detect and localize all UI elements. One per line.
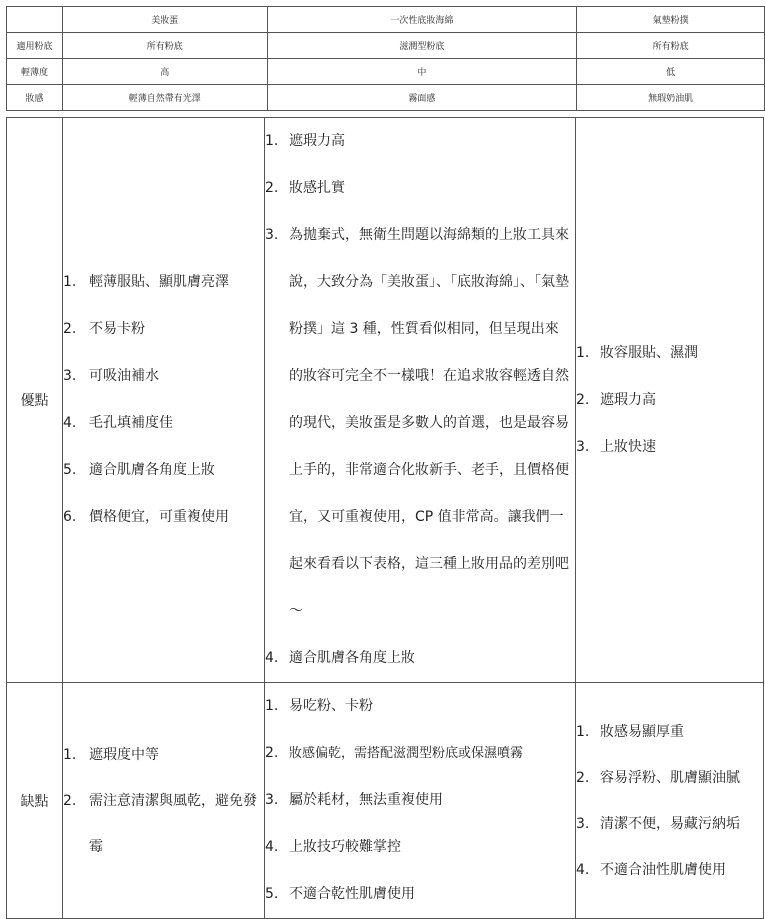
table-cell: 滋潤型粉底 [267, 33, 577, 59]
list-item: 2. 遮瑕力高 [576, 391, 656, 408]
list-item: 1. 易吃粉、卡粉 [265, 698, 373, 714]
list-item: 1. 妝容服貼、濕潤 [576, 344, 698, 361]
list-item: 3. 為拋棄式，無衛生問題以海綿類的上妝工具來說，大致分為「美妝蛋」、「底妝海綿」、「氣墊粉撲」這 3 種，性質看似相同，但呈現出來的妝容可完全不一樣哦！在追求妝容輕透自然的現代，美妝蛋是多數人的首選，也是最容易上手的，非常適合化妝新手、老手，且價格便宜，又可重複使用，CP 值非常高。讓我們一起來看看以下表格，這三種上妝用品的差別吧～ [265, 227, 569, 619]
pros-cons-table [6, 117, 764, 919]
table-row [7, 85, 765, 111]
table-row [7, 33, 765, 59]
list-item: 1. 輕薄服貼、顯肌膚亮澤 [63, 274, 229, 290]
cons-cushion-list [576, 709, 763, 893]
list-item: 4. 適合肌膚各角度上妝 [265, 650, 415, 666]
list-item: 2. 不易卡粉 [63, 321, 145, 337]
list-item: 1. 遮瑕力高 [265, 133, 345, 149]
cons-beauty-egg-list [63, 732, 264, 870]
pros-cushion-cell [576, 118, 764, 683]
header-corner-cell [7, 7, 63, 33]
list-item: 5. 適合肌膚各角度上妝 [63, 462, 215, 478]
header-disposable-sponge: 一次性底妝海綿 [267, 7, 577, 33]
list-item: 2. 需注意清潔與風乾，避免發霉 [63, 792, 257, 855]
list-item: 1. 遮瑕度中等 [63, 746, 159, 763]
list-item: 6. 價格便宜，可重複使用 [63, 509, 229, 525]
list-item: 3. 上妝快速 [576, 438, 656, 455]
table-cell: 所有粉底 [62, 33, 267, 59]
list-item: 2. 妝感偏乾，需搭配滋潤型粉底或保濕噴霧 [265, 745, 524, 761]
pros-sponge-list [265, 118, 575, 682]
pros-cushion-list [576, 330, 763, 471]
cons-row [7, 683, 764, 919]
table-cell: 霧面感 [267, 85, 577, 111]
list-item: 4. 毛孔填補度佳 [63, 415, 173, 431]
table-cell: 低 [577, 59, 765, 85]
table-row [7, 59, 765, 85]
list-item: 3. 屬於耗材，無法重複使用 [265, 792, 443, 808]
row-label: 妝感 [7, 85, 63, 111]
row-label: 輕薄度 [7, 59, 63, 85]
list-item: 2. 妝感扎實 [265, 180, 345, 196]
table-header-row [7, 7, 765, 33]
list-item: 5. 不適合乾性肌膚使用 [265, 886, 415, 902]
row-label: 適用粉底 [7, 33, 63, 59]
list-item: 1. 妝感易顯厚重 [576, 723, 684, 740]
table-cell: 無瑕奶油肌 [577, 85, 765, 111]
cons-beauty-egg-cell [63, 683, 265, 919]
cons-sponge-list [265, 683, 575, 918]
list-item: 3. 可吸油補水 [63, 368, 159, 384]
pros-label: 優點 [7, 118, 63, 683]
table-cell: 所有粉底 [577, 33, 765, 59]
list-item: 4. 上妝技巧較難掌控 [265, 839, 401, 855]
table-cell: 輕薄自然帶有光澤 [62, 85, 267, 111]
pros-beauty-egg-cell [63, 118, 265, 683]
cons-sponge-cell [265, 683, 576, 919]
table-cell: 高 [62, 59, 267, 85]
pros-sponge-cell [265, 118, 576, 683]
header-cushion-puff: 氣墊粉撲 [577, 7, 765, 33]
cons-cushion-cell [576, 683, 764, 919]
list-item: 4. 不適合油性肌膚使用 [576, 861, 726, 878]
table-cell: 中 [267, 59, 577, 85]
comparison-table [6, 6, 765, 111]
pros-row [7, 118, 764, 683]
list-item: 2. 容易浮粉、肌膚顯油膩 [576, 769, 740, 786]
cons-label: 缺點 [7, 683, 63, 919]
header-beauty-egg: 美妝蛋 [62, 7, 267, 33]
list-item: 3. 清潔不便，易藏污納垢 [576, 815, 740, 832]
pros-beauty-egg-list [63, 259, 264, 541]
